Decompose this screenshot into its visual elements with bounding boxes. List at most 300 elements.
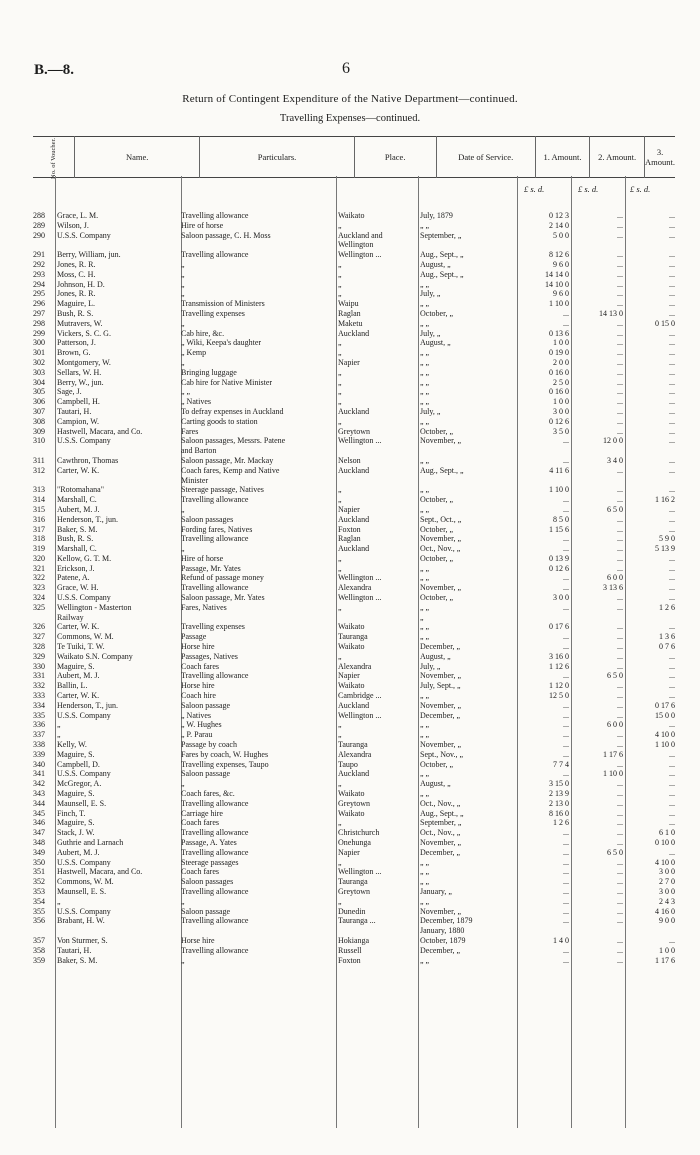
amount-2: ... [617, 710, 623, 720]
amount-3: ... [669, 289, 675, 299]
particulars: Travelling allowance [181, 847, 249, 857]
amount-1: 3 16 0 [549, 651, 569, 661]
header-amount-2: 2. Amount. [590, 137, 645, 178]
voucher-number: 353 [33, 886, 45, 896]
amount-2: ... [617, 485, 623, 495]
voucher-number: 306 [33, 397, 45, 407]
place: Christchurch [338, 828, 380, 838]
amount-1: 8 5 0 [553, 514, 569, 524]
place: Tauranga [338, 740, 368, 750]
table-row [33, 466, 675, 476]
table-row [33, 769, 675, 779]
table-header [33, 136, 675, 178]
date-of-service: September, „ [420, 818, 462, 828]
amount-2: 6 0 0 [607, 720, 623, 730]
voucher-number: 313 [33, 485, 45, 495]
particulars: Travelling allowance [181, 945, 249, 955]
amount-2: 3 13 6 [603, 583, 623, 593]
date-of-service: July, „ [420, 661, 441, 671]
payee-name: Sellars, W. H. [57, 367, 102, 377]
date-of-service: „ „ [420, 789, 430, 799]
amount-3: ... [669, 348, 675, 358]
payee-name: Brown, G. [57, 348, 91, 358]
date-of-service: Sept., Nov., „ [420, 749, 464, 759]
place: Wellington ... [338, 867, 382, 877]
amount-1: 7 7 4 [553, 759, 569, 769]
amount-1: 1 15 6 [549, 524, 569, 534]
amount-3: ... [669, 308, 675, 318]
date-of-service: „ „ [420, 279, 430, 289]
amount-3: ... [669, 514, 675, 524]
place: Tauranga [338, 632, 368, 642]
particulars: „ [181, 279, 185, 289]
amount-1: 9 6 0 [553, 259, 569, 269]
table-row [33, 936, 675, 946]
payee-name: U.S.S. Company [57, 593, 111, 603]
payee-name: Patene, A. [57, 573, 90, 583]
voucher-number: 329 [33, 651, 45, 661]
voucher-number: 291 [33, 250, 45, 260]
date-of-service: „ „ [420, 504, 430, 514]
voucher-number: 312 [33, 465, 45, 475]
table-row [33, 515, 675, 525]
amount-1: ... [563, 955, 569, 965]
amount-3: ... [669, 769, 675, 779]
table-row [33, 858, 675, 868]
particulars: Travelling allowance [181, 916, 249, 926]
amount-3: ... [669, 377, 675, 387]
amount-2: ... [617, 220, 623, 230]
particulars: Passage, A. Yates [181, 838, 237, 847]
amount-1: ... [563, 740, 569, 750]
amount-2: ... [617, 348, 623, 358]
amount-3: ... [669, 583, 675, 593]
voucher-number: 318 [33, 534, 45, 544]
payee-name: Maunsell, E. S. [57, 798, 107, 808]
voucher-number: 351 [33, 867, 45, 877]
voucher-number: 354 [33, 896, 45, 906]
date-of-service: October, „ [420, 759, 453, 769]
place: Auckland [338, 700, 370, 710]
date-of-service: October, „ [420, 524, 453, 534]
date-of-service: August, „ [420, 259, 451, 269]
date-of-service: August, „ [420, 338, 451, 348]
place: „ [338, 818, 342, 828]
payee-name: Marshall, C. [57, 495, 97, 505]
date-of-service: Sept., Oct., „ [420, 514, 462, 524]
amount-3: ... [669, 387, 675, 397]
amount-3: ... [669, 524, 675, 534]
date-of-service: „ „ [420, 397, 430, 407]
voucher-number: 288 [33, 211, 45, 220]
amount-1: 14 14 0 [545, 269, 569, 279]
place: Russell [338, 945, 362, 955]
voucher-number: 320 [33, 553, 45, 563]
amount-1: 3 0 0 [553, 406, 569, 416]
payee-name: Campbell, H. [57, 397, 100, 407]
header-place: Place. [354, 137, 436, 178]
amount-2: ... [617, 838, 623, 847]
particulars: Saloon passages [181, 877, 234, 887]
amount-3: ... [669, 211, 675, 220]
amount-3: 4 10 0 [655, 730, 675, 740]
amount-3: ... [669, 779, 675, 789]
amount-3: ... [669, 230, 675, 240]
voucher-number: 314 [33, 495, 45, 505]
amount-3: ... [669, 465, 675, 475]
table-row [33, 397, 675, 407]
table-row [33, 221, 675, 231]
payee-name: Maguire, S. [57, 661, 95, 671]
amount-3: ... [669, 573, 675, 583]
particulars: Travelling allowance [181, 534, 249, 544]
amount-1: ... [563, 495, 569, 505]
place: Waikato [338, 789, 365, 799]
table-row [33, 603, 675, 613]
amount-3: ... [669, 485, 675, 495]
particulars: Travelling allowance [181, 828, 249, 838]
table-row [33, 740, 675, 750]
voucher-number: 359 [33, 955, 45, 965]
date-of-service: „ „ [420, 602, 430, 612]
table-row [33, 691, 675, 701]
header-name: Name. [74, 137, 199, 178]
header-date: Date of Service. [436, 137, 535, 178]
amount-1: 3 5 0 [553, 426, 569, 436]
place: „ [338, 338, 342, 348]
voucher-number: 309 [33, 426, 45, 436]
table-row [33, 897, 675, 907]
particulars: Saloon passage [181, 700, 231, 710]
amount-1: 9 6 0 [553, 289, 569, 299]
payee-name: U.S.S. Company [57, 906, 111, 916]
table-row [33, 564, 675, 574]
amount-1: ... [563, 749, 569, 759]
voucher-number: 332 [33, 681, 45, 691]
payee-name: Guthrie and Larnach [57, 838, 124, 847]
amount-2: 3 4 0 [607, 455, 623, 465]
document-subtitle: Travelling Expenses—continued. [279, 113, 421, 124]
payee-name: U.S.S. Company [57, 230, 111, 240]
place: Greytown [338, 426, 370, 436]
amount-2: 6 5 0 [607, 671, 623, 681]
amount-3: ... [669, 651, 675, 661]
particulars: and Barton [181, 446, 217, 456]
particulars: Saloon passages [181, 514, 234, 524]
place: Waikato [338, 642, 365, 652]
payee-name: Marshall, C. [57, 544, 97, 554]
particulars: Travelling expenses [181, 308, 245, 318]
particulars: Transmission of Ministers [181, 299, 265, 309]
particulars: „ [181, 318, 185, 328]
payee-name: Carter, W. K. [57, 465, 100, 475]
table-row [33, 711, 675, 721]
table-row [33, 476, 675, 486]
amount-1: ... [563, 710, 569, 720]
voucher-number: 303 [33, 367, 45, 377]
amount-3: ... [669, 671, 675, 681]
voucher-number: 349 [33, 847, 45, 857]
date-of-service: „ „ [420, 632, 430, 642]
particulars: Travelling allowance [181, 798, 249, 808]
voucher-number: 343 [33, 789, 45, 799]
place: Hokianga [338, 935, 370, 945]
table-row [33, 250, 675, 260]
amount-2: ... [617, 250, 623, 260]
payee-name: Grace, L. M. [57, 211, 99, 220]
voucher-number: 357 [33, 935, 45, 945]
amount-2: ... [617, 789, 623, 799]
table-row [33, 319, 675, 329]
amount-2: ... [617, 759, 623, 769]
table-row [33, 848, 675, 858]
amount-2: ... [617, 622, 623, 632]
amount-3: ... [669, 406, 675, 416]
payee-name: Brabant, H. W. [57, 916, 105, 926]
voucher-number: 331 [33, 671, 45, 681]
amount-1: 2 13 9 [549, 789, 569, 799]
place: „ [338, 485, 342, 495]
payee-name: Railway [57, 612, 84, 622]
amount-2: ... [617, 367, 623, 377]
date-of-service: October, „ [420, 553, 453, 563]
place: Napier [338, 671, 360, 681]
table-row [33, 495, 675, 505]
table-row [33, 720, 675, 730]
payee-name: Commons, W. M. [57, 877, 114, 887]
date-of-service: January, 1880 [420, 926, 465, 936]
amount-1: 2 13 0 [549, 798, 569, 808]
date-of-service: „ [420, 612, 424, 622]
amount-1: ... [563, 632, 569, 642]
table-row [33, 456, 675, 466]
amount-2: ... [617, 553, 623, 563]
date-of-service: „ „ [420, 377, 430, 387]
date-of-service: October, „ [420, 308, 453, 318]
voucher-number: 327 [33, 632, 45, 642]
payee-name: Grace, W. H. [57, 583, 99, 593]
amount-1: 1 0 0 [553, 338, 569, 348]
voucher-number: 342 [33, 779, 45, 789]
amount-2: ... [617, 514, 623, 524]
amount-1: ... [563, 544, 569, 554]
amount-1: 1 4 0 [553, 935, 569, 945]
amount-3: 0 7 6 [659, 642, 675, 652]
particulars: „ W. Hughes [181, 720, 222, 730]
date-of-service: November, „ [420, 906, 461, 916]
amount-2: ... [617, 632, 623, 642]
table-row [33, 231, 675, 241]
payee-name: Kellow, G. T. M. [57, 553, 112, 563]
date-of-service: November, „ [420, 740, 461, 750]
amount-2: ... [617, 798, 623, 808]
date-of-service: Aug., Sept., „ [420, 269, 464, 279]
amount-2: 14 13 0 [599, 308, 623, 318]
place: Cambridge ... [338, 691, 382, 701]
amount-2: 6 5 0 [607, 504, 623, 514]
date-of-service: December, „ [420, 847, 461, 857]
voucher-number: 336 [33, 720, 45, 730]
payee-name: Te Tuiki, T. W. [57, 642, 105, 652]
voucher-number: 290 [33, 230, 45, 240]
amount-3: 0 10 0 [655, 838, 675, 847]
amount-2: ... [617, 906, 623, 916]
voucher-number: 341 [33, 769, 45, 779]
place: „ [338, 377, 342, 387]
date-of-service: July, Sept., „ [420, 681, 461, 691]
table-row [33, 211, 675, 221]
amount-3: 1 2 6 [659, 602, 675, 612]
table-row [33, 779, 675, 789]
currency-label-1: £ s. d. [524, 184, 545, 194]
payee-name: Wilson, J. [57, 220, 89, 230]
place: Raglan [338, 308, 361, 318]
payee-name: Aubert, M. J. [57, 504, 100, 514]
amount-1: 0 19 0 [549, 348, 569, 358]
amount-3: 2 4 3 [659, 896, 675, 906]
table-row [33, 838, 675, 848]
voucher-number: 328 [33, 642, 45, 652]
table-row [33, 828, 675, 838]
place: Foxton [338, 955, 361, 965]
place: Wellington ... [338, 250, 382, 260]
particulars: Saloon passage [181, 906, 231, 916]
payee-name: Maguire, S. [57, 818, 95, 828]
voucher-number: 295 [33, 289, 45, 299]
table-row [33, 240, 675, 250]
place: „ [338, 397, 342, 407]
amount-3: 4 16 0 [655, 906, 675, 916]
voucher-number: 340 [33, 759, 45, 769]
amount-2: ... [617, 896, 623, 906]
voucher-number: 356 [33, 916, 45, 926]
place: Napier [338, 504, 360, 514]
place: Dunedin [338, 906, 366, 916]
payee-name: Tautari, H. [57, 406, 92, 416]
payee-name: Bush, R. S. [57, 534, 94, 544]
amount-2: ... [617, 465, 623, 475]
amount-2: 1 10 0 [603, 769, 623, 779]
table-row [33, 632, 675, 642]
place: Tauranga ... [338, 916, 376, 926]
table-row [33, 338, 675, 348]
voucher-number: 321 [33, 563, 45, 573]
payee-name: Johnson, H. D. [57, 279, 105, 289]
place: „ [338, 857, 342, 867]
amount-2: ... [617, 406, 623, 416]
table-row [33, 485, 675, 495]
amount-2: ... [617, 593, 623, 603]
voucher-number: 344 [33, 798, 45, 808]
voucher-number: 345 [33, 808, 45, 818]
place: Wellington [338, 240, 374, 250]
particulars: Travelling allowance [181, 495, 249, 505]
payee-name: U.S.S. Company [57, 857, 111, 867]
place: „ [338, 367, 342, 377]
amount-2: ... [617, 544, 623, 554]
date-of-service: October, „ [420, 426, 453, 436]
amount-1: 0 12 6 [549, 416, 569, 426]
voucher-number: 297 [33, 308, 45, 318]
date-of-service: „ „ [420, 691, 430, 701]
amount-1: 3 15 0 [549, 779, 569, 789]
amount-3: ... [669, 426, 675, 436]
payee-name: Maguire, L. [57, 299, 95, 309]
table-row [33, 289, 675, 299]
date-of-service: December, 1879 [420, 916, 473, 926]
particulars: Steerage passages [181, 857, 239, 867]
particulars: Travelling allowance [181, 211, 249, 220]
date-of-service: „ „ [420, 573, 430, 583]
date-of-service: „ „ [420, 857, 430, 867]
voucher-number: 323 [33, 583, 45, 593]
particulars: „ [181, 955, 185, 965]
table-row [33, 329, 675, 339]
amount-1: ... [563, 583, 569, 593]
payee-name: Aubert, M. J. [57, 847, 100, 857]
amount-2: ... [617, 377, 623, 387]
place: „ [338, 289, 342, 299]
amount-2: ... [617, 730, 623, 740]
date-of-service: „ „ [420, 220, 430, 230]
amount-3: ... [669, 455, 675, 465]
particulars: Coach fares [181, 867, 219, 877]
particulars: Coach fares, Kemp and Native [181, 465, 280, 475]
table-body [33, 211, 675, 965]
payee-name: Aubert, M. J. [57, 671, 100, 681]
amount-3: ... [669, 279, 675, 289]
amount-2: ... [617, 338, 623, 348]
table-row [33, 446, 675, 456]
particulars: Coach hire [181, 691, 216, 701]
payee-name: Moss, C. H. [57, 269, 96, 279]
date-of-service: „ „ [420, 877, 430, 887]
particulars: Carriage hire [181, 808, 223, 818]
particulars: „ [181, 259, 185, 269]
particulars: Horse hire [181, 935, 215, 945]
place: „ [338, 279, 342, 289]
date-of-service: Aug., Sept., „ [420, 808, 464, 818]
place: Waikato [338, 622, 365, 632]
particulars: „ [181, 544, 185, 554]
particulars: Steerage passage, Natives [181, 485, 264, 495]
amount-2: ... [617, 651, 623, 661]
date-of-service: „ „ [420, 730, 430, 740]
amount-2: ... [617, 524, 623, 534]
payee-name: Vickers, S. C. G. [57, 328, 111, 338]
amount-1: ... [563, 318, 569, 328]
amount-1: 2 0 0 [553, 357, 569, 367]
table-row [33, 877, 675, 887]
date-of-service: „ „ [420, 318, 430, 328]
place: Tauranga [338, 877, 368, 887]
table-row [33, 427, 675, 437]
table-row [33, 613, 675, 623]
voucher-number: 310 [33, 436, 45, 446]
particulars: „ [181, 357, 185, 367]
place: „ [338, 259, 342, 269]
place: „ [338, 348, 342, 358]
payee-name: Tautari, H. [57, 945, 92, 955]
voucher-number: 300 [33, 338, 45, 348]
voucher-number: 338 [33, 740, 45, 750]
amount-3: 3 0 0 [659, 886, 675, 896]
particulars: Refund of passage money [181, 573, 264, 583]
particulars: „ [181, 269, 185, 279]
particulars: Saloon passage, C. H. Moss [181, 230, 271, 240]
amount-2: ... [617, 416, 623, 426]
place: Wellington ... [338, 710, 382, 720]
